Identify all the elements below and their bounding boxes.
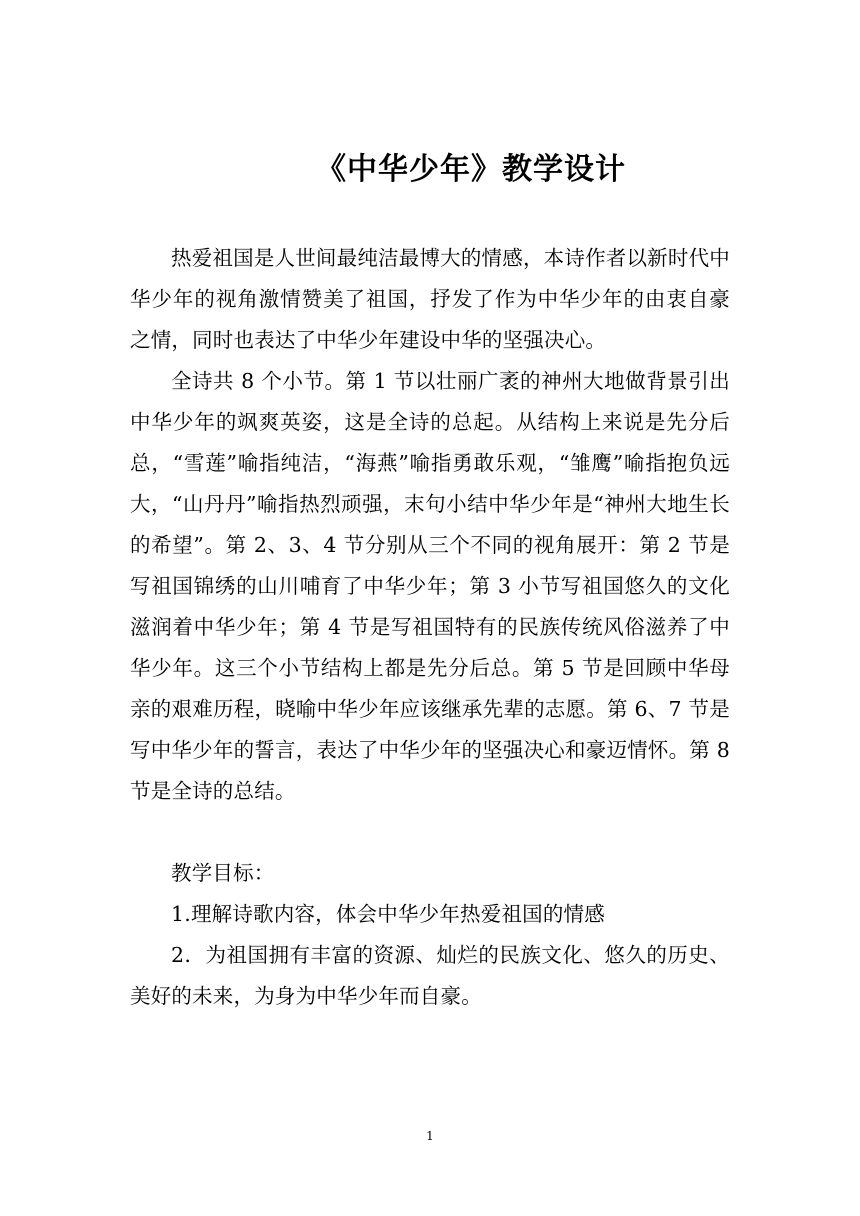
goal-item-1: 1.理解诗歌内容，体会中华少年热爱祖国的情感 (171, 902, 605, 926)
document-title: 《中华少年》教学设计 (316, 152, 626, 187)
intro-paragraph: 热爱祖国是人世间最纯洁最博大的情感，本诗作者以新时代中华少年的视角激情赞美了祖国，抒发了作为中华少年的由衷自豪之情，同时也表达了中华少年建设中华的坚强决心。 (130, 246, 730, 352)
page-number: 1 (426, 1129, 434, 1143)
goal-item-2: 2．为祖国拥有丰富的资源、灿烂的民族文化、悠久的历史、美好的未来，为身为中华少年而自豪。 (130, 943, 730, 1008)
goals-heading: 教学目标： (171, 861, 275, 885)
document-body (130, 238, 730, 1017)
structure-paragraph: 全诗共 8 个小节。第 1 节以壮丽广袤的神州大地做背景引出中华少年的飒爽英姿，这是全诗的总起。从结构上来说是先分后总，“雪莲”喻指纯洁，“海燕”喻指勇敢乐观，“雏鹰”喻指抱负远大，“山丹丹”喻指热烈顽强，末句小结中华少年是“神州大地生长的希望”。第 2、3、4 节分别从三个不同的视角展开：第 2 节是写祖国锦绣的山川哺育了中华少年；第 3 小节写祖国悠久的文化滋润着中华少年；第 4 节是写祖国特有的民族传统风俗滋养了中华少年。这三个小节结构上都是先分后总。第 5 节是回顾中华母亲的艰难历程，晓喻中华少年应该继承先辈的志愿。第 6、7 节是写中华少年的誓言，表达了中华少年的坚强决心和豪迈情怀。第 8 节是全诗的总结。 (130, 369, 730, 803)
blank-line (130, 812, 730, 853)
